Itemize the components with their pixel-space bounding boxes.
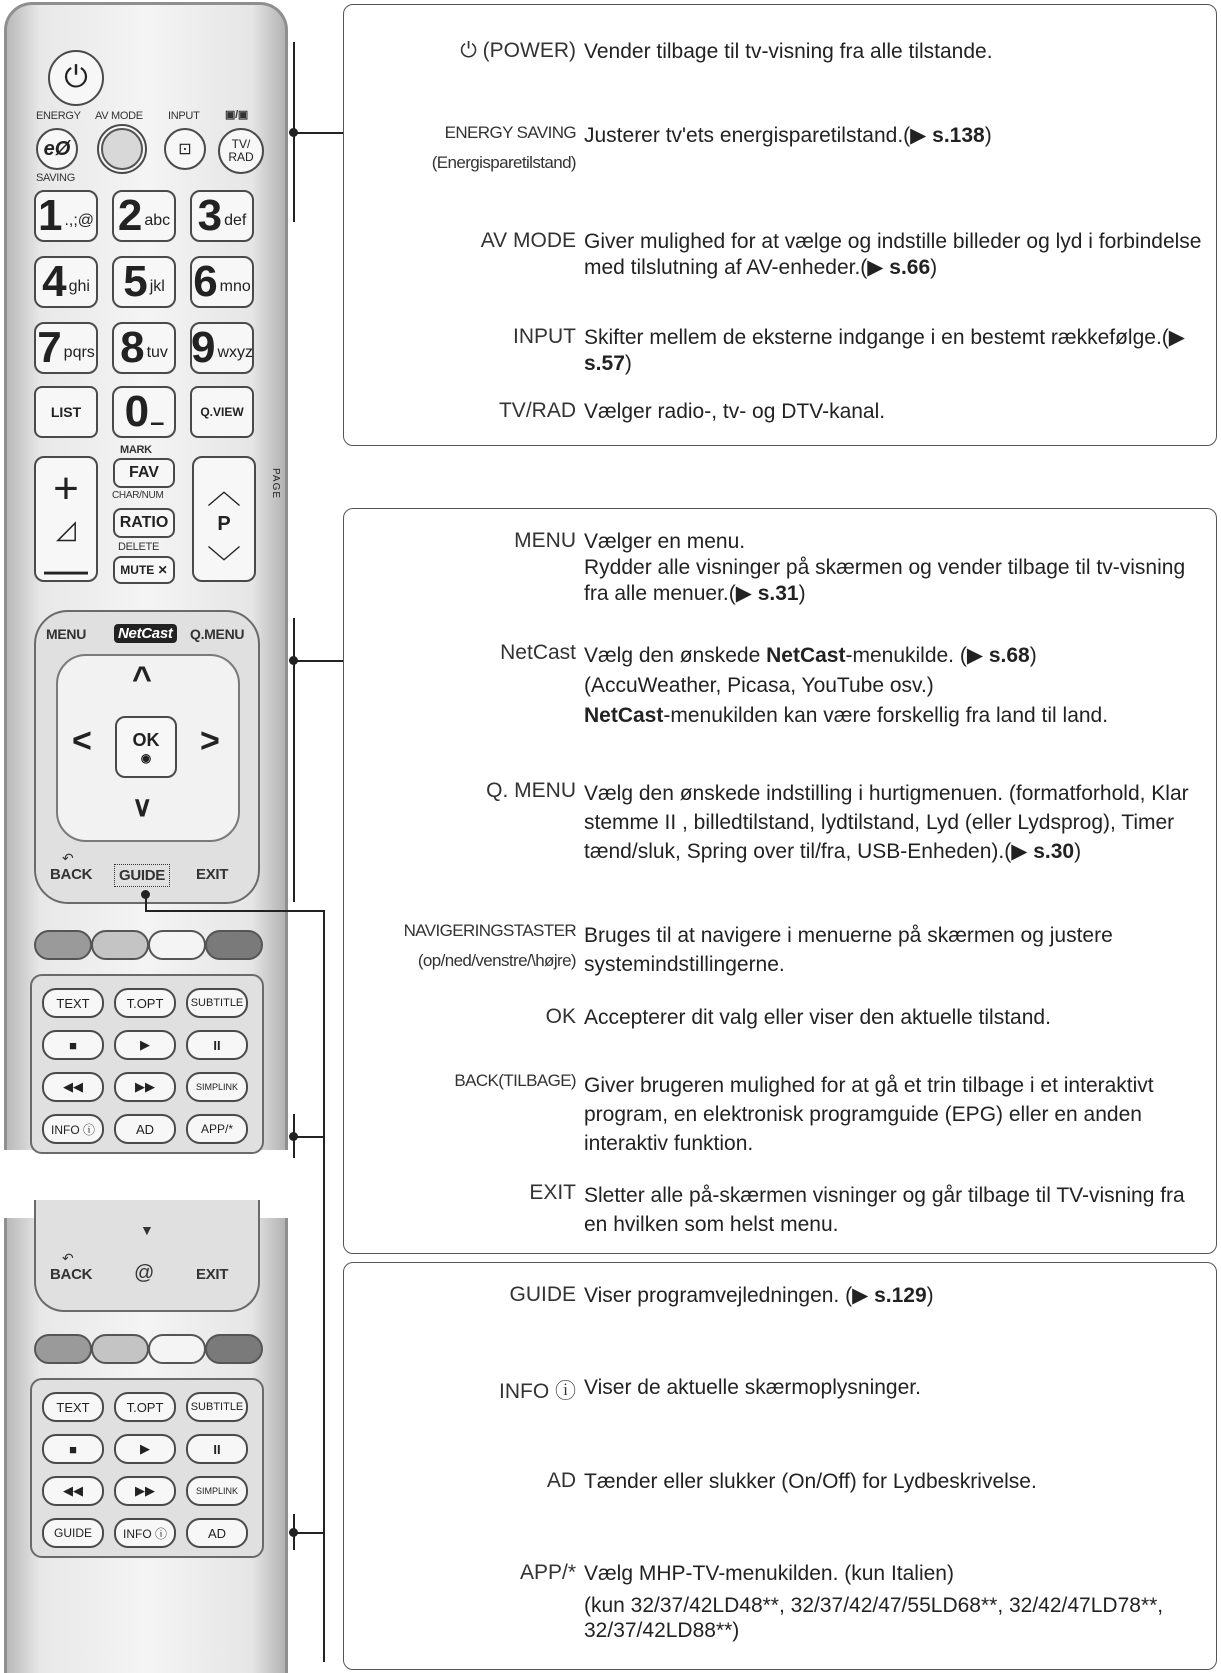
lower-simplink-button[interactable]: SIMPLINK [186, 1476, 248, 1506]
energy-saving-button[interactable] [36, 128, 78, 170]
number-key-9[interactable]: 9 wxyz [190, 323, 254, 372]
input-source-icon: ⊡ [178, 141, 192, 158]
power-icon: ⏻ [460, 39, 477, 62]
input-label: INPUT [168, 110, 200, 122]
lower-green-button[interactable] [91, 1334, 149, 1364]
term-tv-rad: TV/RAD [498, 399, 576, 422]
lower-stop-button[interactable]: ■ [42, 1434, 104, 1464]
back-button[interactable]: BACK [50, 866, 93, 883]
lower-text-button[interactable]: TEXT [42, 1392, 104, 1422]
term-netcast: NetCast [500, 641, 576, 664]
desc-info: Viser de aktuelle skærmoplysninger. [584, 1376, 921, 1399]
menu-button[interactable]: MENU [46, 626, 87, 642]
guide-button[interactable]: GUIDE [114, 864, 170, 887]
term-energy-saving-sub: (Energisparetilstand) [431, 153, 576, 172]
ok-dot-icon: ◉ [140, 750, 152, 765]
remote-control [0, 0, 290, 1673]
mute-button[interactable]: MUTE ✕ [113, 556, 175, 584]
term-exit: EXIT [529, 1181, 576, 1204]
avmode-label: AV MODE [95, 110, 143, 122]
lower-back-icon: ↶ [62, 1250, 74, 1266]
desc-ok: Accepterer dit valg eller viser den aktuelle tilstand. [584, 1006, 1051, 1029]
lower-yellow-button[interactable] [148, 1334, 206, 1364]
connector-dot-3 [289, 1132, 298, 1141]
av-mode-button[interactable] [97, 124, 147, 174]
lower-guide-button[interactable]: GUIDE [42, 1518, 104, 1548]
at-button[interactable]: @ [134, 1262, 155, 1284]
desc-exit: Sletter alle på-skærmen visninger og går tilbage til TV-visning fra en hvilken som helst menu. [584, 1184, 1185, 1236]
connector-dot-1 [289, 128, 298, 137]
connector-dot-4 [289, 1528, 298, 1537]
lower-t-opt-button[interactable]: T.OPT [114, 1392, 176, 1422]
input-button[interactable] [164, 128, 206, 170]
number-key-5[interactable]: 5 jkl [112, 256, 176, 308]
simplink-button[interactable]: SIMPLINK [186, 1072, 248, 1102]
pause-button[interactable]: II [186, 1030, 248, 1060]
text-button[interactable]: TEXT [42, 988, 104, 1018]
number-key-1[interactable]: 1 .,;@ [34, 190, 98, 242]
desc-navigation-keys: Bruges til at navigere i menuerne på skærmen og justere systemindstillingerne. [584, 924, 1113, 976]
desc-app: Vælg MHP-TV-menukilden. (kun Italien) (kun 32/37/42LD48**, 32/37/42/47/55LD68**, 32/42/47LD78**, 32/37/42LD88**) [584, 1562, 1164, 1642]
guide-connector-horizontal [145, 910, 325, 912]
mark-label: MARK [120, 444, 152, 456]
lower-info-button[interactable]: INFO ⓘ [114, 1518, 176, 1548]
term-guide: GUIDE [509, 1283, 576, 1306]
connector-dot-2 [289, 656, 298, 665]
page-label: PAGE [270, 468, 281, 500]
volume-rocker[interactable] [34, 456, 98, 594]
number-key-8[interactable]: 8 tuv [112, 322, 176, 374]
program-rocker[interactable]: ︿ P ﹀ [192, 456, 256, 582]
ad-button[interactable]: AD [114, 1114, 176, 1144]
subtitle-button[interactable]: SUBTITLE [186, 988, 248, 1018]
list-button[interactable]: LIST [34, 386, 98, 438]
term-energy-saving: ENERGY SAVING [444, 123, 576, 142]
term-input: INPUT [513, 325, 576, 348]
term-app: APP/* [519, 1561, 576, 1584]
back-icon: ↶ [62, 850, 74, 866]
connector-2 [293, 660, 343, 662]
description-box-guide-group [343, 1262, 1217, 1670]
saving-label: SAVING [36, 172, 75, 184]
zero-key[interactable]: 0 ▁ [112, 386, 176, 438]
blue-button[interactable] [205, 930, 263, 960]
green-button[interactable] [91, 930, 149, 960]
nav-down-arrow[interactable]: ∨ [132, 791, 153, 822]
term-navigation-keys: NAVIGERINGSTASTER [403, 921, 576, 940]
number-key-4[interactable]: 4 ghi [34, 256, 98, 308]
ok-button[interactable]: OK ◉ [115, 716, 177, 778]
lower-fast-forward-button[interactable]: ▶▶ [114, 1476, 176, 1506]
yellow-button[interactable] [148, 930, 206, 960]
desc-energy-saving: Justerer tv'ets energisparetilstand.(▶ s.138) [584, 124, 992, 147]
chevron-down-icon: ﹀ [207, 545, 241, 583]
desc-back: Giver brugeren mulighed for at gå et trin tilbage i et interaktivt program, en elektronisk programguide (EPG) eller en anden interaktiv funktion. [584, 1074, 1154, 1155]
energy-label: ENERGY [36, 110, 81, 122]
volume-icon: ◿ [56, 514, 76, 544]
term-av-mode: AV MODE [480, 229, 576, 252]
play-button[interactable]: ▶ [114, 1030, 176, 1060]
lower-down-arrow: ▼ [140, 1222, 154, 1238]
nav-right-arrow[interactable]: > [200, 722, 220, 760]
lower-pause-button[interactable]: II [186, 1434, 248, 1464]
term-navigation-keys-sub: (op/ned/venstre/\højre) [417, 951, 576, 970]
chevron-up-icon: ︿ [207, 473, 241, 511]
guide-connector-long [323, 910, 325, 1662]
desc-guide: Viser programvejledningen. (▶ s.129) [584, 1284, 934, 1307]
lower-exit-button[interactable]: EXIT [196, 1266, 229, 1283]
term-ok: OK [545, 1005, 576, 1028]
app-button[interactable]: APP/* [186, 1114, 248, 1144]
lower-rewind-button[interactable]: ◀◀ [42, 1476, 104, 1506]
rewind-button[interactable]: ◀◀ [42, 1072, 104, 1102]
fast-forward-button[interactable]: ▶▶ [114, 1072, 176, 1102]
tvrad-top-icon: ▣/▣ [225, 109, 248, 121]
description-box-power-group [343, 4, 1217, 446]
lower-play-button[interactable]: ▶ [114, 1434, 176, 1464]
term-back: BACK(TILBAGE) [454, 1071, 576, 1090]
power-button[interactable] [48, 50, 104, 106]
guide-connector-dot [141, 890, 150, 899]
term-info: INFO ⓘ [499, 1380, 576, 1403]
term-q-menu: Q. MENU [486, 779, 576, 802]
lower-subtitle-button[interactable]: SUBTITLE [186, 1392, 248, 1422]
term-menu: MENU [514, 529, 576, 552]
desc-ad: Tænder eller slukker (On/Off) for Lydbeskrivelse. [584, 1470, 1037, 1493]
lower-red-button[interactable] [34, 1334, 92, 1364]
desc-input: Skifter mellem de eksterne indgange i en bestemt rækkefølge.(▶ s.57) [584, 326, 1185, 375]
nav-left-arrow[interactable]: < [72, 722, 92, 760]
term-ad: AD [546, 1469, 576, 1492]
number-key-7[interactable]: 7 pqrs [34, 322, 98, 374]
info-button[interactable]: INFO ⓘ [42, 1114, 104, 1144]
delete-label: DELETE [118, 541, 159, 553]
volume-down-icon: — [44, 545, 88, 594]
lower-blue-button[interactable] [205, 1334, 263, 1364]
t-opt-button[interactable]: T.OPT [114, 988, 176, 1018]
tv-rad-button[interactable]: TV/ RAD [218, 128, 264, 174]
ratio-button[interactable]: RATIO [113, 508, 175, 538]
q-view-button[interactable]: Q.VIEW [190, 386, 254, 438]
desc-power: Vender tilbage til tv-visning fra alle tilstande. [584, 40, 993, 63]
number-key-6[interactable]: 6 mno [190, 256, 254, 308]
number-key-2[interactable]: 2 abc [112, 190, 176, 242]
nav-up-arrow[interactable]: ^ [132, 660, 152, 698]
number-key-3[interactable]: 3 def [190, 190, 254, 242]
connector-1 [293, 132, 343, 134]
leaf-eco-icon: eØ [43, 137, 71, 160]
exit-button[interactable]: EXIT [196, 866, 229, 883]
volume-up-icon: + [53, 464, 79, 513]
power-icon: ⏻ [64, 61, 88, 94]
netcast-button[interactable]: NetCast [114, 624, 177, 643]
lower-ad-button[interactable]: AD [186, 1518, 248, 1548]
desc-q-menu: Vælg den ønskede indstilling i hurtigmenuen. (formatforhold, Klar stemme II , billedtilstand, lydtilstand, Lyd (eller Lydsprog), Timer tænd/sluk, Spring over til/fra, USB-Enheden).(▶ s.30) [584, 782, 1189, 863]
desc-av-mode: Giver mulighed for at vælge og indstille billeder og lyd i forbindelse med tilslutning af AV-enheder.(▶ s.66) [584, 230, 1202, 279]
description-box-menu-group [343, 508, 1217, 1254]
q-menu-button[interactable]: Q.MENU [190, 626, 245, 642]
fav-button[interactable]: FAV [113, 458, 175, 488]
desc-netcast: Vælg den ønskede NetCast-menukilde. (▶ s.68) (AccuWeather, Picasa, YouTube osv.) NetCast-menukilden kan være forskellig fra land til land. [584, 644, 1109, 727]
term-power: ⏻ (POWER) [460, 39, 576, 62]
stop-button[interactable]: ■ [42, 1030, 104, 1060]
desc-tv-rad: Vælger radio-, tv- og DTV-kanal. [584, 400, 886, 423]
desc-menu: Vælger en menu. Rydder alle visninger på skærmen og vender tilbage til tv-visning fra alle menuer.(▶ s.31) [584, 530, 1186, 605]
red-button[interactable] [34, 930, 92, 960]
lower-back-button[interactable]: BACK [50, 1266, 93, 1283]
charnum-label: CHAR/NUM [112, 490, 164, 501]
